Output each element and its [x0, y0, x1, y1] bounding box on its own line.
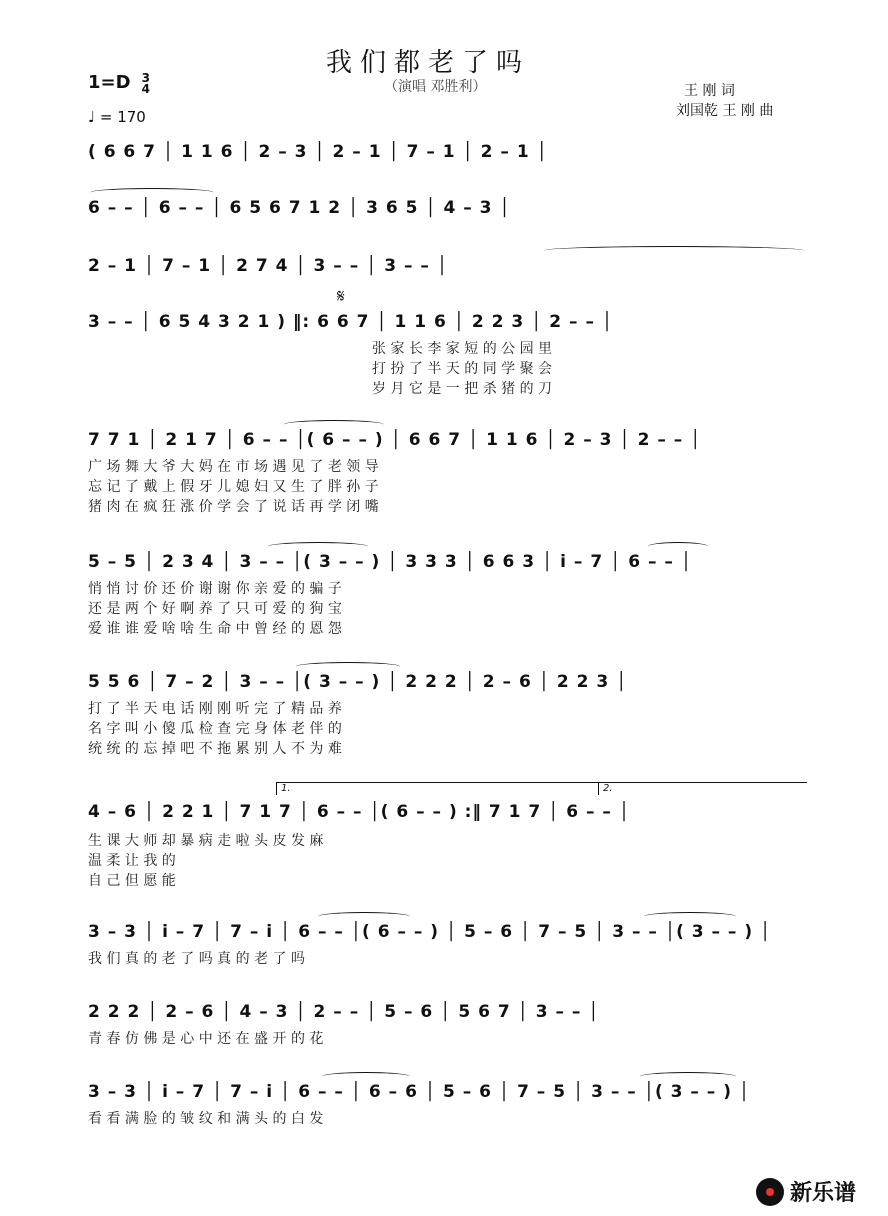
- tempo-value: = 170: [99, 108, 146, 126]
- slur-mark: [268, 542, 368, 551]
- slur-mark: [318, 912, 410, 921]
- vinyl-disc-icon: [756, 1178, 784, 1206]
- song-title: 我们都老了吗: [326, 48, 531, 78]
- slur-mark: [640, 1072, 736, 1081]
- lyric-line-5a: 广 场 舞 大 爷 大 妈 在 市 场 遇 见 了 老 领 导: [88, 459, 379, 475]
- volta-second-ending: 2.: [598, 782, 807, 795]
- quarter-note-icon: ♩: [88, 108, 96, 126]
- score-row-9: 3 – 3 │ i – 7 │ 7 – i │ 6 – – │( 6 – – ) │ 5 – 6 │ 7 – 5 │ 3 – – │( 3 – – ) │: [88, 922, 772, 942]
- lyric-line-7b: 名 字 叫 小 傻 瓜 检 查 完 身 体 老 伴 的: [88, 721, 342, 737]
- lyric-line-11: 看 看 满 脸 的 皱 纹 和 满 头 的 白 发: [88, 1111, 324, 1127]
- score-row-6: 5 – 5 │ 2 3 4 │ 3 – – │( 3 – – ) │ 3 3 3 │ 6 6 3 │ i – 7 │ 6 – – │: [88, 552, 693, 572]
- slur-mark: [322, 1072, 410, 1081]
- segno-sign: 𝄋: [337, 286, 345, 307]
- score-row-7: 5 5 6 │ 7 – 2 │ 3 – – │( 3 – – ) │ 2 2 2 │ 2 – 6 │ 2 2 3 │: [88, 672, 628, 692]
- lyric-line-8b: 温 柔 让 我 的: [88, 853, 176, 869]
- lyric-line-9: 我 们 真 的 老 了 吗 真 的 老 了 吗: [88, 951, 305, 967]
- slur-mark: [284, 420, 384, 429]
- lyric-line-7a: 打 了 半 天 电 话 刚 刚 听 完 了 精 品 养: [88, 701, 342, 717]
- score-row-1: ( 6 6 7 │ 1 1 6 │ 2 – 3 │ 2 – 1 │ 7 – 1 │ 2 – 1 │: [88, 142, 548, 162]
- slur-mark: [296, 662, 400, 671]
- lyric-line-4b: 打 扮 了 半 天 的 同 学 聚 会: [372, 361, 553, 377]
- time-signature-bottom: 4: [141, 81, 151, 96]
- site-logo[interactable]: [756, 1176, 856, 1207]
- lyric-line-10: 青 春 仿 佛 是 心 中 还 在 盛 开 的 花: [88, 1031, 324, 1047]
- key-label: 1=D: [88, 72, 131, 93]
- lyric-line-4c: 岁 月 它 是 一 把 杀 猪 的 刀: [372, 381, 553, 397]
- time-signature-top: 3: [141, 70, 151, 85]
- score-row-5: 7 7 1 │ 2 1 7 │ 6 – – │( 6 – – ) │ 6 6 7 │ 1 1 6 │ 2 – 3 │ 2 – – │: [88, 430, 702, 450]
- lyric-line-5b: 忘 记 了 戴 上 假 牙 儿 媳 妇 又 生 了 胖 孙 子: [88, 479, 379, 495]
- score-row-10: 2 2 2 │ 2 – 6 │ 4 – 3 │ 2 – – │ 5 – 6 │ 5 6 7 │ 3 – – │: [88, 1002, 600, 1022]
- lyric-line-8c: 自 己 但 愿 能: [88, 873, 176, 889]
- lyricist-credit: 王 刚 词: [684, 83, 735, 99]
- slur-mark: [644, 912, 736, 921]
- slur-mark: [90, 188, 214, 197]
- logo-text: 新乐谱: [790, 1181, 857, 1206]
- key-signature: [88, 72, 150, 95]
- lyric-line-6b: 还 是 两 个 好 啊 养 了 只 可 爱 的 狗 宝: [88, 601, 342, 617]
- lyric-line-8a: 生 课 大 师 却 暴 病 走 啦 头 皮 发 麻: [88, 833, 324, 849]
- composer-credit: 刘国乾 王 刚 曲: [676, 103, 774, 119]
- song-subtitle: （演唱 邓胜利）: [384, 79, 487, 95]
- volta-first-ending: 1.: [276, 782, 599, 795]
- score-row-4: 3 – – │ 6 5 4 3 2 1 ) ‖: 6 6 7 │ 1 1 6 │ 2 2 3 │ 2 – – │: [88, 312, 614, 332]
- lyric-line-5c: 猪 肉 在 疯 狂 涨 价 学 会 了 说 话 再 学 闭 嘴: [88, 499, 379, 515]
- score-row-11: 3 – 3 │ i – 7 │ 7 – i │ 6 – – │ 6 – 6 │ 5 – 6 │ 7 – 5 │ 3 – – │( 3 – – ) │: [88, 1082, 751, 1102]
- slur-mark: [648, 542, 708, 551]
- lyric-line-7c: 统 统 的 忘 掉 吧 不 拖 累 别 人 不 为 难: [88, 741, 342, 757]
- lyric-line-6c: 爱 谁 谁 爱 啥 啥 生 命 中 曾 经 的 恩 怨: [88, 621, 342, 637]
- score-row-2: 6 – – │ 6 – – │ 6 5 6 7 1 2 │ 3 6 5 │ 4 – 3 │: [88, 198, 511, 218]
- lyric-line-6a: 悄 悄 讨 价 还 价 谢 谢 你 亲 爱 的 骗 子: [88, 581, 342, 597]
- tempo-marking: [88, 108, 146, 126]
- time-signature: [141, 70, 151, 96]
- lyric-line-4a: 张 家 长 李 家 短 的 公 园 里: [372, 341, 553, 357]
- score-row-8: 4 – 6 │ 2 2 1 │ 7 1 7 │ 6 – – │( 6 – – ) :‖ 7 1 7 │ 6 – – │: [88, 802, 631, 822]
- slur-mark: [544, 246, 804, 255]
- score-row-3: 2 – 1 │ 7 – 1 │ 2 7 4 │ 3 – – │ 3 – – │: [88, 256, 449, 276]
